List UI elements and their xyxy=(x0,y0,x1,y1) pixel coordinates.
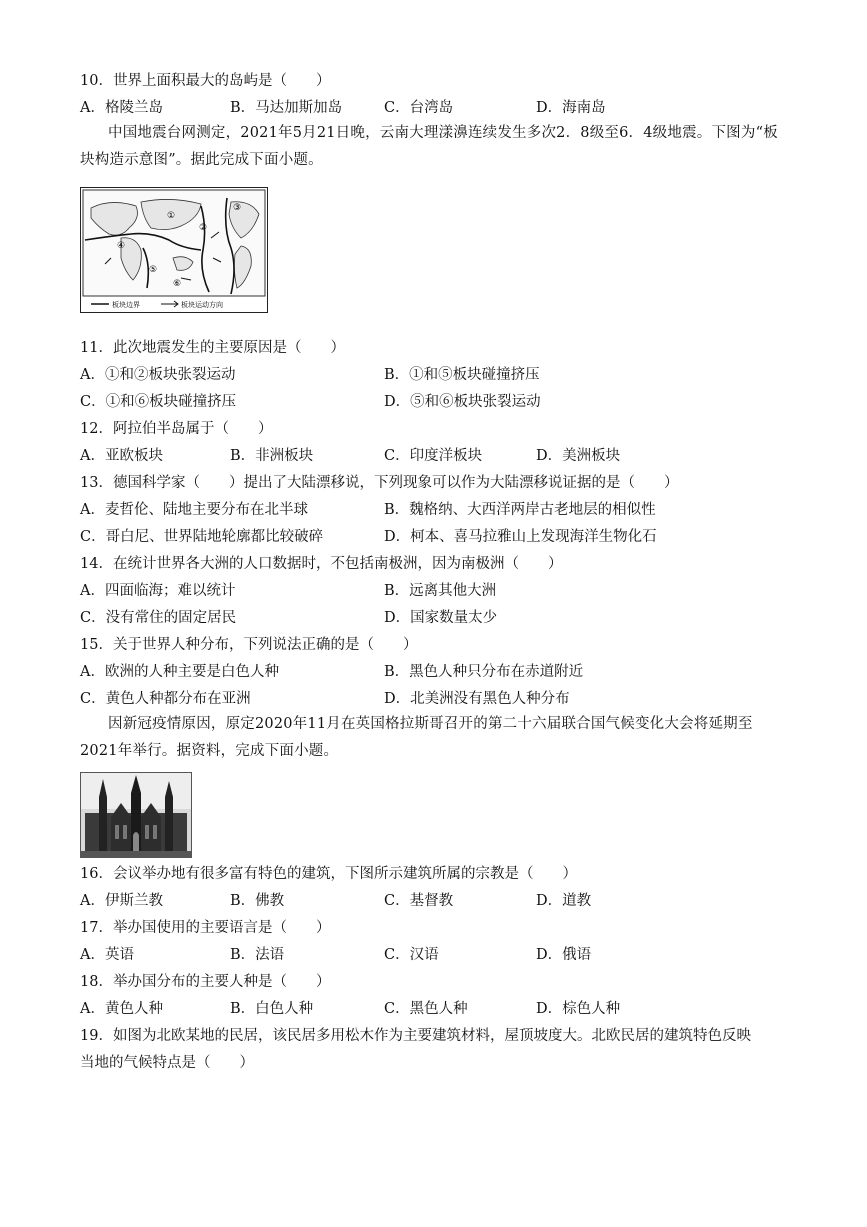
q11-option-d: D．⑤和⑥板块张裂运动 xyxy=(384,394,541,410)
plate-label-6: ⑥ xyxy=(173,279,182,289)
q17-option-b: B．法语 xyxy=(230,947,285,963)
q17-option-d: D．俄语 xyxy=(536,947,592,963)
q10-option-d: D．海南岛 xyxy=(536,100,606,116)
passage-climate-conference: 因新冠疫情原因，原定2020年11月在英国格拉斯哥召开的第二十六届联合国气候变化大会将延期至2021年举行。据资料，完成下面小题。 xyxy=(80,716,753,759)
q11-stem: 11．此次地震发生的主要原因是（ ） xyxy=(80,340,345,356)
q10-option-b: B．马达加斯加岛 xyxy=(230,100,343,116)
q10-option-c: C．台湾岛 xyxy=(384,100,454,116)
q15-option-b: B．黑色人种只分布在赤道附近 xyxy=(384,664,584,680)
q18-option-a: A．黄色人种 xyxy=(80,1001,163,1017)
q10-stem: 10．世界上面积最大的岛屿是（ ） xyxy=(80,73,331,89)
passage-earthquake: 中国地震台网测定，2021年5月21日晚，云南大理漾濞连续发生多次2．8级至6．4级地震。下图为“板块构造示意图”。据此完成下面小题。 xyxy=(80,125,778,168)
q15-option-a: A．欧洲的人种主要是白色人种 xyxy=(80,664,279,680)
q14-option-d: D．国家数量太少 xyxy=(384,610,498,626)
q13-option-c: C．哥白尼、世界陆地轮廓都比较破碎 xyxy=(80,529,324,545)
q11-option-c: C．①和⑥板块碰撞挤压 xyxy=(80,394,237,410)
plate-label-5: ⑤ xyxy=(149,265,158,275)
plate-label-1: ① xyxy=(167,211,176,221)
q19-stem-line2: 当地的气候特点是（ ） xyxy=(80,1055,254,1071)
plate-label-4: ④ xyxy=(117,241,126,251)
q15-option-c: C．黄色人种都分布在亚洲 xyxy=(80,691,251,707)
q17-option-c: C．汉语 xyxy=(384,947,439,963)
q12-option-a: A．亚欧板块 xyxy=(80,448,163,464)
q18-option-b: B．白色人种 xyxy=(230,1001,314,1017)
q13-option-d: D．柯本、喜马拉雅山上发现海洋生物化石 xyxy=(384,529,657,545)
q19-stem-line1: 19．如图为北欧某地的民居，该民居多用松木作为主要建筑材料，屋顶坡度大。北欧民居的建筑特色反映 xyxy=(80,1028,751,1044)
q18-option-d: D．棕色人种 xyxy=(536,1001,621,1017)
q15-stem: 15．关于世界人种分布，下列说法正确的是（ ） xyxy=(80,637,418,653)
cathedral-drawing xyxy=(81,773,191,857)
q14-stem: 14．在统计世界各大洲的人口数据时，不包括南极洲，因为南极洲（ ） xyxy=(80,556,563,572)
q14-option-c: C．没有常住的固定居民 xyxy=(80,610,237,626)
q14-option-b: B．远离其他大洲 xyxy=(384,583,497,599)
plate-map-drawing xyxy=(81,188,267,312)
q12-option-d: D．美洲板块 xyxy=(536,448,621,464)
q17-stem: 17．举办国使用的主要语言是（ ） xyxy=(80,920,331,936)
q12-option-c: C．印度洋板块 xyxy=(384,448,483,464)
q16-option-d: D．道教 xyxy=(536,893,592,909)
plate-label-3: ③ xyxy=(233,203,242,213)
plate-label-2: ② xyxy=(199,223,208,233)
q11-option-a: A．①和②板块张裂运动 xyxy=(80,367,236,383)
plate-tectonics-map xyxy=(80,187,268,313)
q13-stem: 13．德国科学家（ ）提出了大陆漂移说，下列现象可以作为大陆漂移说证据的是（ ） xyxy=(80,475,679,491)
q12-stem: 12．阿拉伯半岛属于（ ） xyxy=(80,421,273,437)
q12-option-b: B．非洲板块 xyxy=(230,448,314,464)
q15-option-d: D．北美洲没有黑色人种分布 xyxy=(384,691,570,707)
q16-option-b: B．佛教 xyxy=(230,893,285,909)
q18-stem: 18．举办国分布的主要人种是（ ） xyxy=(80,974,331,990)
q11-option-b: B．①和⑤板块碰撞挤压 xyxy=(384,367,540,383)
q13-option-a: A．麦哲伦、陆地主要分布在北半球 xyxy=(80,502,308,518)
q16-option-c: C．基督教 xyxy=(384,893,454,909)
q18-option-c: C．黑色人种 xyxy=(384,1001,468,1017)
q14-option-a: A．四面临海；难以统计 xyxy=(80,583,236,599)
legend-direction: 板块运动方向 xyxy=(181,301,223,309)
q16-stem: 16．会议举办地有很多富有特色的建筑，下图所示建筑所属的宗教是（ ） xyxy=(80,866,577,882)
q17-option-a: A．英语 xyxy=(80,947,134,963)
q13-option-b: B．魏格纳、大西洋两岸古老地层的相似性 xyxy=(384,502,656,518)
q10-option-a: A．格陵兰岛 xyxy=(80,100,163,116)
legend-boundary: 板块边界 xyxy=(112,301,140,309)
q16-option-a: A．伊斯兰教 xyxy=(80,893,163,909)
cathedral-photo xyxy=(80,772,192,858)
